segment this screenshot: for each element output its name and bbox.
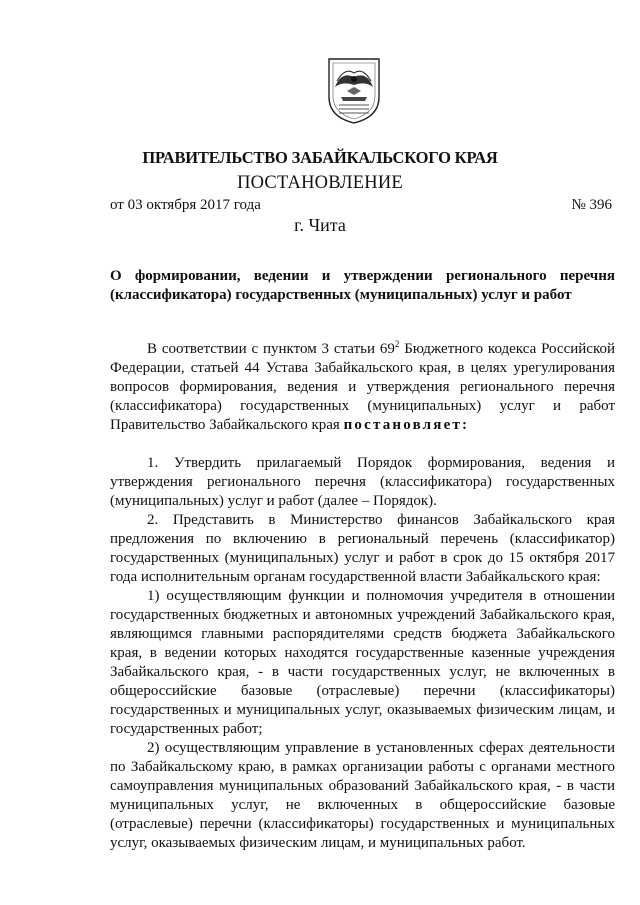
preamble-text-continued: Бюджетного кодекса Российской Федерации, статьей 44 Устава Забайкальского края, в целях урегулирования вопросов формирования, ведения и утверждения регионального перечня (классификатора) государственных (муниципальных) услуг и работ Правительство Забайкальского края: [110, 341, 616, 433]
document-title: О формировании, ведении и утверждении регионального перечня (классификатора) государственных (муниципальных) услуг и работ: [110, 268, 615, 303]
article-superscript: 2: [394, 339, 400, 349]
document-type: ПОСТАНОВЛЕНИЕ: [237, 173, 403, 193]
organization-name: ПРАВИТЕЛЬСТВО ЗАБАЙКАЛЬСКОГО КРАЯ: [142, 148, 498, 167]
preamble-paragraph: [110, 340, 615, 435]
document-date: от 03 октября 2017 года: [110, 197, 261, 213]
subitem-2: 2) осуществляющим управление в установленных сферах деятельности по Забайкальскому краю, в рамках организации работы с органами местного самоуправления муниципальных образований Забайкальского края, - в части муниципальных услуг, не включенных в общероссийские базовые (отраслевые) перечни (классификаторы) государственных и муниципальных услуг, оказываемых физическим лицам, и муниципальных работ.: [110, 740, 615, 851]
item-2: 2. Представить в Министерство финансов Забайкальского края предложения по включению в региональный перечень (классификатор) государственных (муниципальных) услуг и работ в срок до 15 октября 2017 года исполнительным органам государственной власти Забайкальского края:: [110, 512, 615, 585]
item-1: 1. Утвердить прилагаемый Порядок формирования, ведения и утверждения регионального перечня (классификатора) государственных (муниципальных) услуг и работ (далее – Порядок).: [110, 455, 615, 509]
document-body: [110, 340, 615, 853]
decree-keyword: постановляет:: [343, 417, 470, 433]
subitem-1: 1) осуществляющим функции и полномочия учредителя в отношении государственных бюджетных и автономных учреждений Забайкальского края, являющимся главными распорядителями средств бюджета Забайкальского края, в ведении которых находятся государственные казенные учреждения Забайкальского края, - в части государственных услуг, не включенных в общероссийские базовые (отраслевые) перечни (классификаторы) государственных и муниципальных услуг, оказываемых физическим лицам, и государственных работ;: [110, 588, 615, 737]
document-number: № 396: [571, 197, 612, 213]
document-city: г. Чита: [294, 215, 346, 235]
coat-of-arms-icon: [325, 57, 383, 125]
preamble-text: В соответствии с пунктом 3 статьи 69: [147, 341, 395, 357]
